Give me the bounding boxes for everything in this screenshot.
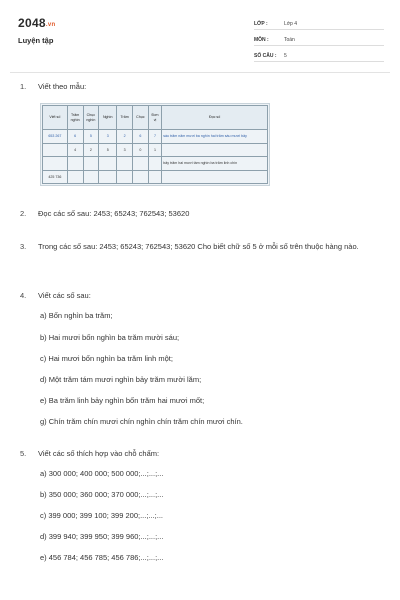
question-2-number: 2. bbox=[20, 209, 27, 218]
table-cell bbox=[67, 170, 83, 183]
table-cell bbox=[43, 143, 68, 156]
number-table bbox=[42, 105, 268, 184]
table-row bbox=[43, 130, 268, 143]
table-cell bbox=[43, 157, 68, 170]
table-cell bbox=[162, 170, 268, 183]
table-cell: 5 bbox=[99, 143, 117, 156]
table-header-cell: Viết số bbox=[43, 106, 68, 130]
question-2 bbox=[20, 208, 189, 220]
table-cell: 0 bbox=[133, 143, 149, 156]
table-cell: 3 bbox=[99, 130, 117, 143]
question-4-item-a: a) Bốn nghìn ba trăm; bbox=[40, 311, 113, 320]
meta-subject-value: Toán bbox=[284, 37, 295, 43]
question-5-item-e: e) 456 784; 456 785; 456 786;...;...;... bbox=[40, 553, 164, 562]
question-3-number: 3. bbox=[20, 242, 27, 251]
number-table-image bbox=[40, 103, 270, 186]
question-3 bbox=[20, 241, 368, 253]
table-cell: bảy trăm hai mươi tám nghìn ba trăm linh chín bbox=[162, 157, 268, 170]
table-cell: 6 bbox=[133, 130, 149, 143]
table-header-cell: Chục bbox=[133, 106, 149, 130]
table-cell bbox=[99, 170, 117, 183]
table-cell bbox=[162, 143, 268, 156]
question-5-item-b: b) 350 000; 360 000; 370 000;...;...;... bbox=[40, 490, 164, 499]
table-cell: 425 736 bbox=[43, 170, 68, 183]
meta-count-value: 5 bbox=[284, 53, 287, 59]
question-4-item-d: d) Một trăm tám mươi nghìn bảy trăm mười lăm; bbox=[40, 375, 202, 384]
meta-class-value: Lớp 4 bbox=[284, 21, 298, 27]
question-5-item-a: a) 300 000; 400 000; 500 000;...;...;... bbox=[40, 469, 164, 478]
question-3-text: Trong các số sau: 2453; 65243; 762543; 53620 Cho biết chữ số 5 ở mỗi số trên thuộc hàng nào. bbox=[38, 242, 359, 251]
question-4-item-b: b) Hai mươi bốn nghìn ba trăm mười sáu; bbox=[40, 333, 180, 342]
table-header-cell: Đơn vị bbox=[148, 106, 162, 130]
table-cell: 653 267 bbox=[43, 130, 68, 143]
table-cell: 6 bbox=[67, 130, 83, 143]
table-header-row bbox=[43, 106, 268, 130]
table-header-cell: Trăm nghìn bbox=[67, 106, 83, 130]
table-cell: 5 bbox=[83, 130, 99, 143]
table-cell: 4 bbox=[67, 143, 83, 156]
table-cell bbox=[117, 157, 133, 170]
question-5-text: Viết các số thích hợp vào chỗ chấm: bbox=[38, 449, 160, 458]
header-divider bbox=[10, 72, 390, 73]
table-cell bbox=[83, 157, 99, 170]
question-1-number: 1. bbox=[20, 82, 27, 91]
question-5-number: 5. bbox=[20, 449, 27, 458]
table-cell: 7 bbox=[148, 130, 162, 143]
question-5 bbox=[20, 448, 159, 460]
table-cell bbox=[83, 170, 99, 183]
table-cell: 3 bbox=[117, 143, 133, 156]
table-row bbox=[43, 143, 268, 156]
meta-subject-label: MÔN : bbox=[254, 37, 269, 43]
table-cell: 2 bbox=[117, 130, 133, 143]
question-4-text: Viết các số sau: bbox=[38, 291, 91, 300]
table-header-cell: Đọc số bbox=[162, 106, 268, 130]
meta-info bbox=[254, 16, 384, 64]
table-cell bbox=[148, 157, 162, 170]
table-header-cell: Chục nghìn bbox=[83, 106, 99, 130]
question-4 bbox=[20, 290, 91, 302]
question-2-text: Đọc các số sau: 2453; 65243; 762543; 53620 bbox=[38, 209, 190, 218]
logo-text: 2048 bbox=[18, 16, 46, 30]
site-logo[interactable] bbox=[18, 16, 55, 30]
table-cell bbox=[133, 170, 149, 183]
question-4-item-g: g) Chín trăm chín mươi chín nghìn chín trăm chín mươi chín. bbox=[40, 417, 243, 426]
logo-suffix: .vn bbox=[45, 22, 56, 28]
table-cell bbox=[117, 170, 133, 183]
question-4-item-c: c) Hai mươi bốn nghìn ba trăm linh một; bbox=[40, 354, 173, 363]
meta-count-row bbox=[254, 48, 384, 62]
table-cell bbox=[67, 157, 83, 170]
table-cell: 2 bbox=[83, 143, 99, 156]
table-cell bbox=[99, 157, 117, 170]
question-5-item-d: d) 399 940; 399 950; 399 960;...;...;... bbox=[40, 532, 164, 541]
meta-count-label: SỐ CÂU : bbox=[254, 53, 277, 59]
question-1-text: Viết theo mẫu: bbox=[38, 82, 87, 91]
table-cell: 1 bbox=[148, 143, 162, 156]
meta-class-label: LỚP : bbox=[254, 21, 268, 27]
header bbox=[18, 14, 384, 70]
question-4-number: 4. bbox=[20, 291, 27, 300]
question-5-item-c: c) 399 000; 399 100; 399 200;...;...;... bbox=[40, 511, 164, 520]
table-row bbox=[43, 157, 268, 170]
table-header-cell: Trăm bbox=[117, 106, 133, 130]
table-header-cell: Nghìn bbox=[99, 106, 117, 130]
table-cell bbox=[148, 170, 162, 183]
table-row bbox=[43, 170, 268, 183]
table-cell: sáu trăm năm mươi ba nghìn hai trăm sáu mươi bảy bbox=[162, 130, 268, 143]
question-4-item-e: e) Ba trăm linh bảy nghìn bốn trăm hai mươi mốt; bbox=[40, 396, 205, 405]
page-title: Luyện tập bbox=[18, 36, 54, 45]
meta-subject-row bbox=[254, 32, 384, 46]
table-cell bbox=[133, 157, 149, 170]
question-1 bbox=[20, 81, 86, 93]
meta-class-row bbox=[254, 16, 384, 30]
